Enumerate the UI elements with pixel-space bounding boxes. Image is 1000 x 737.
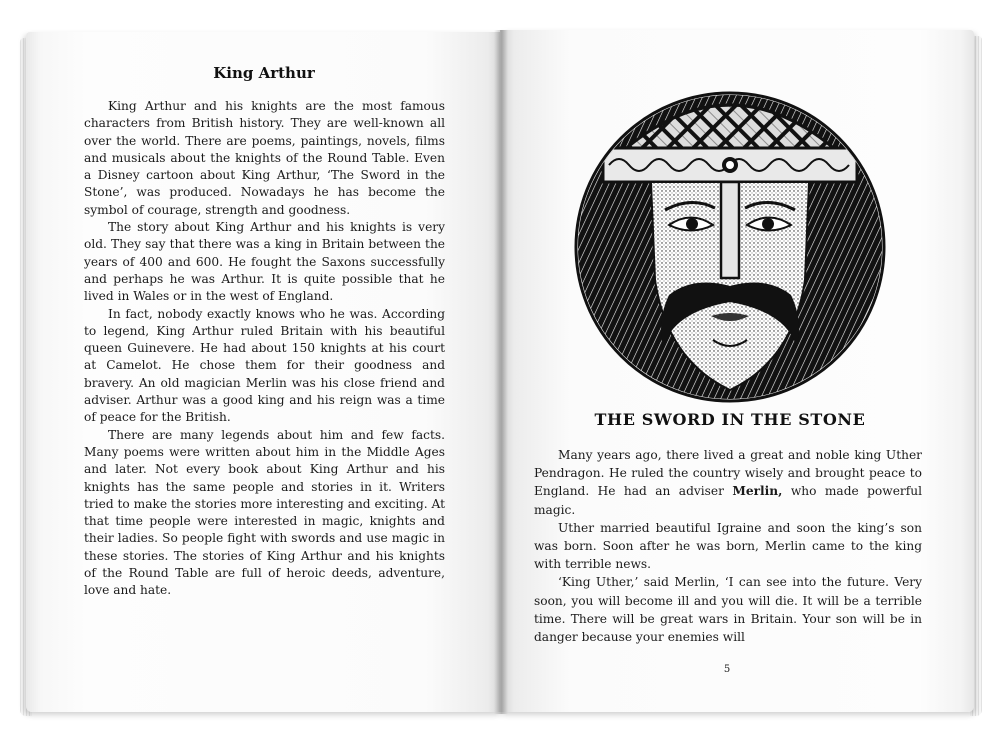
paragraph-text: who made powerful magic. bbox=[534, 484, 922, 517]
chapter-title-king-arthur: King Arthur bbox=[213, 64, 315, 82]
paragraph: King Arthur and his knights are the most famous characters from British history. They are well-known all over the world. There are poems, paintings, novels, films and musicals about the knights of the Round Table. Even a Disney cartoon about King Arthur, ‘The Sword in the Stone’, was produced. Nowadays he has become the symbol of courage, strength and goodness. bbox=[84, 99, 445, 217]
paragraph: ‘King Uther,’ said Merlin, ‘I can see into the future. Very soon, you will become ill and you will die. It will be a terrible time. There will be great wars in Britain. Your son will be in danger because your enemies will bbox=[534, 575, 922, 645]
paragraph bbox=[534, 446, 922, 519]
knight-helmet-portrait-icon bbox=[573, 90, 887, 404]
merlin-bold-name: Merlin, bbox=[732, 484, 783, 499]
paragraph: There are many legends about him and few facts. Many poems were written about him in the Middle Ages and later. Not every book about King Arthur and his knights has the same people and stories in it. Writers tried to make the stories more interesting and exciting. At that time people were interested in magic, knights and their ladies. So people fight with swords and use magic in these stories. The stories of King Arthur and his knights of the Round Table are full of heroic deeds, adventure, love and hate. bbox=[84, 427, 445, 598]
left-page-body bbox=[84, 98, 445, 600]
paragraph: In fact, nobody exactly knows who he was. According to legend, King Arthur ruled Britain with his beautiful queen Guinevere. He had about 150 knights at his court at Camelot. He chose them for their goodness and bravery. An old magician Merlin was his close friend and adviser. Arthur was a good king and his reign was a time of peace for the British. bbox=[84, 306, 445, 425]
paragraph: The story about King Arthur and his knights is very old. They say that there was a king in Britain between the years of 400 and 600. He fought the Saxons successfully and perhaps he was Arthur. It is quite possible that he lived in Wales or in the west of England. bbox=[84, 220, 445, 304]
book-gutter bbox=[494, 30, 508, 714]
chapter-title-sword-in-the-stone: THE SWORD IN THE STONE bbox=[594, 410, 866, 429]
right-page-body bbox=[534, 446, 922, 646]
paragraph-text: Many years ago, there lived a great and noble king Uther Pendragon. He ruled the country wisely and brought peace to England. He had an adviser bbox=[534, 448, 922, 499]
page-number: 5 bbox=[723, 664, 731, 675]
paragraph: Uther married beautiful Igraine and soon the king’s son was born. Soon after he was born, Merlin came to the king with terrible news. bbox=[534, 520, 922, 572]
